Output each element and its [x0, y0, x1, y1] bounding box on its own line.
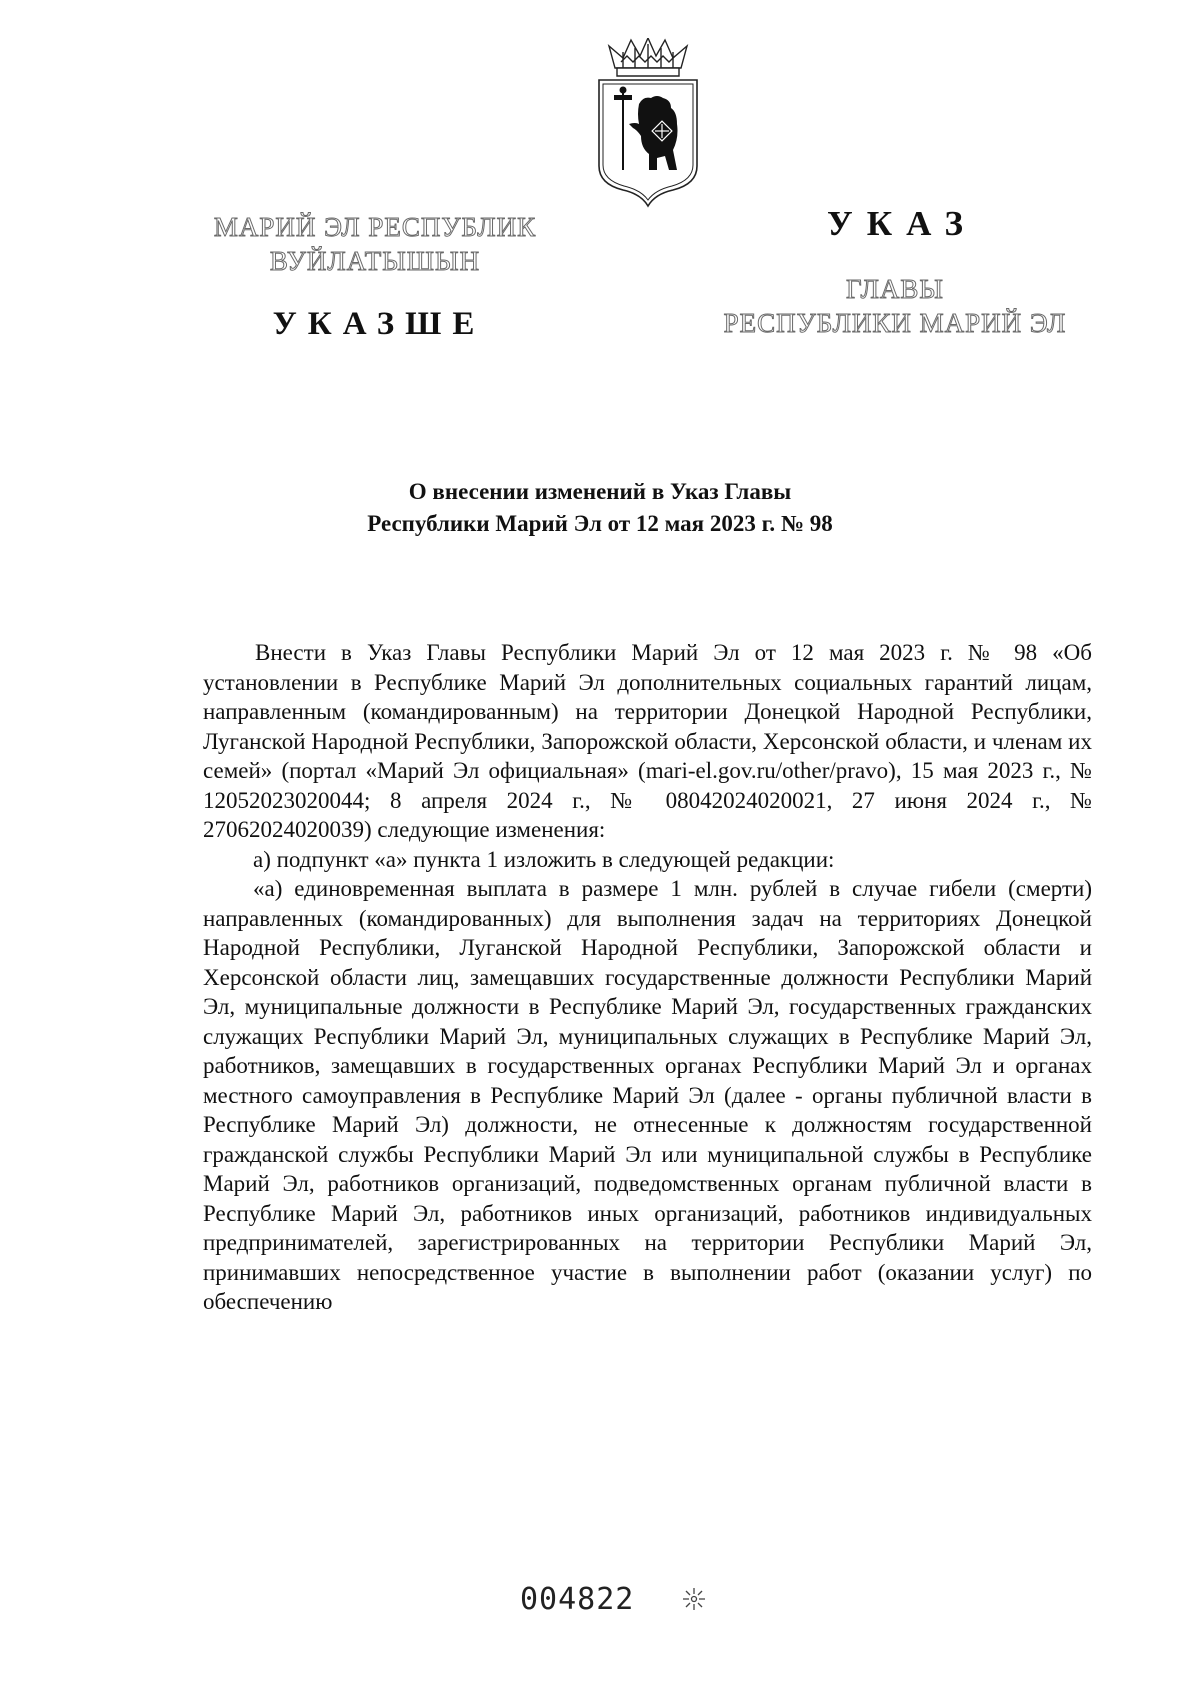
- header-right-doc-type: УКАЗ: [827, 204, 977, 243]
- title-line1: О внесении изменений в Указ Главы: [408, 479, 792, 504]
- serial-number: 004822: [520, 1582, 635, 1617]
- coat-of-arms-emblem: [593, 38, 703, 208]
- title-line2: Республики Марий Эл от 12 мая 2023 г. № 98: [367, 511, 833, 536]
- header-left-doc-type: УКАЗШЕ: [272, 306, 486, 342]
- star-seal-icon: [680, 1585, 708, 1613]
- header-right-line2: РЕСПУБЛИКИ МАРИЙ ЭЛ: [723, 308, 1067, 338]
- header-right-line1: ГЛАВЫ: [846, 274, 944, 304]
- body-paragraph-2: а) подпункт «а» пункта 1 изложить в следующей редакции:: [253, 846, 835, 872]
- header-left: [195, 210, 555, 343]
- header-right: [690, 204, 1100, 340]
- header-left-line2: ВУЙЛАТЫШЫН: [269, 246, 481, 276]
- document-title: [200, 476, 1000, 540]
- document-body: [203, 638, 1092, 1317]
- header-left-line1: МАРИЙ ЭЛ РЕСПУБЛИК: [213, 212, 537, 242]
- body-paragraph-3: «а) единовременная выплата в размере 1 млн. рублей в случае гибели (смерти) направленных (командированных) для выполнения задач на территориях Донецкой Народной Республики, Луганской Народной Республики, Запорожской области и Херсонской области лиц, замещавших государственные должности Республики Марий Эл, муниципальные должности в Республике Марий Эл, государственных гражданских служащих Республики Марий Эл, муниципальных служащих в Республике Марий Эл, работников, замещавших в государственных органах Республики Марий Эл и органах местного самоуправления в Республике Марий Эл (далее - органы публичной власти в Республике Марий Эл) должности, не отнесенные к должностям государственной гражданской службы Республики Марий Эл или муниципальной службы в Республике Марий Эл, работников организаций, подведомственных органам публичной власти в Республике Марий Эл, работников иных организаций, работников индивидуальных предпринимателей, зарегистрированных на территории Республики Марий Эл, принимавших непосредственное участие в выполнении работ (оказании услуг) по обеспечению: [203, 876, 1092, 1314]
- body-paragraph-1: Внести в Указ Главы Республики Марий Эл от 12 мая 2023 г. № 98 «Об установлении в Республике Марий Эл дополнительных социальных гарантий лицам, направленным (командированным) на территории Донецкой Народной Республики, Луганской Народной Республики, Запорожской области, Херсонской области, и членам их семей» (портал «Марий Эл официальная» (mari-el.gov.ru/other/pravo), 15 мая 2023 г., № 12052023020044; 8 апреля 2024 г., № 08042024020021, 27 июня 2024 г., № 27062024020039) следующие изменения:: [203, 640, 1092, 842]
